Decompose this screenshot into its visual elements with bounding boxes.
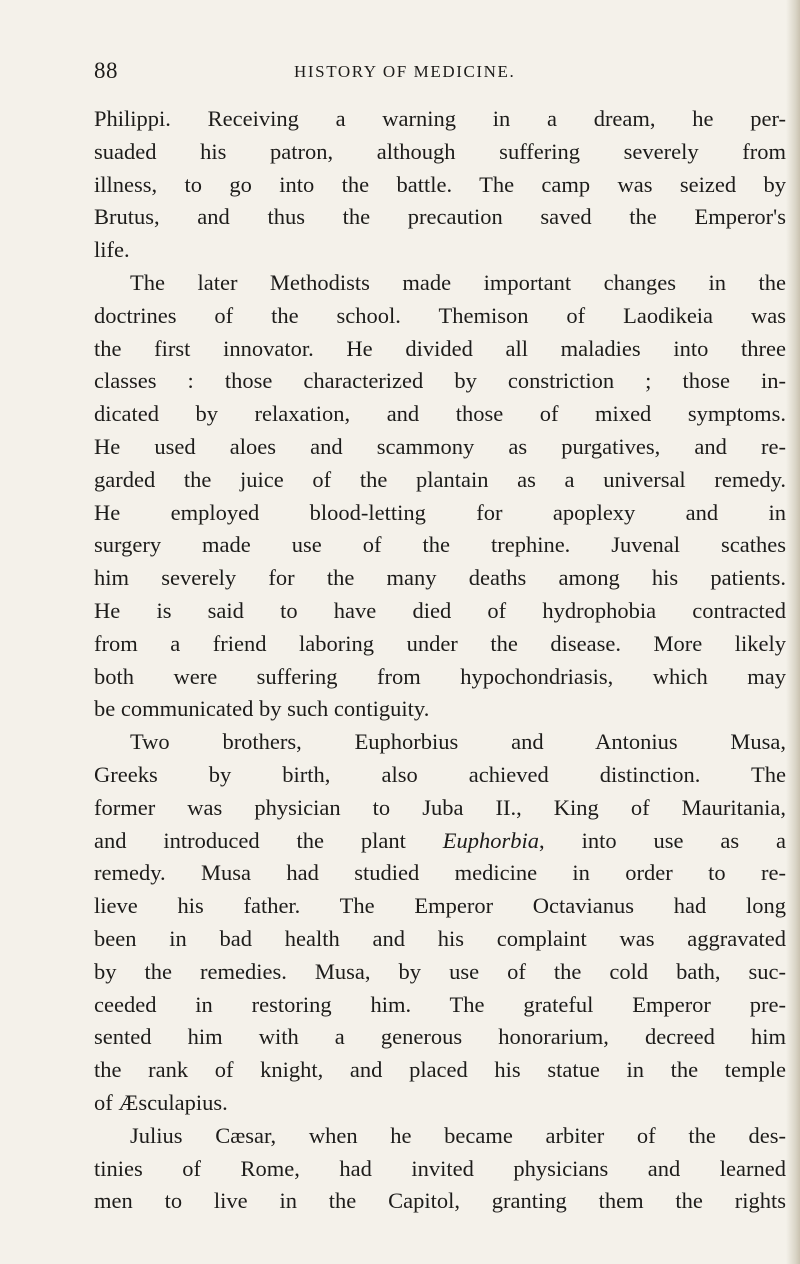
text-line: dicated by relaxation, and those of mixed symptoms.: [94, 401, 786, 427]
text-line: The later Methodists made important changes in the: [130, 269, 786, 295]
text-line: life.: [94, 237, 130, 263]
text-line: He used aloes and scammony as purgatives, and re-: [94, 433, 786, 459]
text-line: Two brothers, Euphorbius and Antonius Musa,: [130, 729, 786, 755]
text-line: Greeks by birth, also achieved distinction. The: [94, 761, 786, 787]
text-line: illness, to go into the battle. The camp was seized by: [94, 171, 786, 197]
running-head: [94, 58, 684, 88]
page-number: 88: [94, 58, 118, 83]
text-line: Julius Cæsar, when he became arbiter of the des-: [130, 1122, 786, 1148]
text-line: surgery made use of the trephine. Juvenal scathes: [94, 532, 786, 558]
text-line: by the remedies. Musa, by use of the cold bath, suc-: [94, 958, 786, 984]
text-line: tinies of Rome, had invited physicians and learned: [94, 1155, 786, 1181]
text-line: Philippi. Receiving a warning in a dream, he per-: [94, 106, 786, 131]
text-line: ceeded in restoring him. The grateful Emperor pre-: [94, 991, 786, 1017]
text-line: from a friend laboring under the disease. More likely: [94, 630, 786, 656]
text-line: suaded his patron, although suffering severely from: [94, 138, 786, 164]
text-line: remedy. Musa had studied medicine in order to re-: [94, 860, 786, 886]
text-line: classes : those characterized by constriction ; those in-: [94, 368, 786, 394]
text-line: sented him with a generous honorarium, decreed him: [94, 1024, 786, 1050]
page-edge-shadow: [786, 0, 800, 1264]
italic-term: Euphorbia: [442, 827, 540, 853]
text-line: the rank of knight, and placed his statue in the temple: [94, 1057, 786, 1083]
text-line: him severely for the many deaths among his patients.: [94, 565, 786, 591]
text-line: of Æsculapius.: [94, 1089, 228, 1115]
text-line: doctrines of the school. Themison of Laodikeia was: [94, 302, 786, 328]
text-line: garded the juice of the plantain as a universal remedy.: [94, 466, 786, 492]
text-line: be communicated by such contiguity.: [94, 696, 430, 722]
text-line: and introduced the plant Euphorbia, into use as a: [94, 827, 786, 853]
text-line: Brutus, and thus the precaution saved the Emperor's: [94, 204, 786, 230]
text-line: former was physician to Juba II., King of Mauritania,: [94, 794, 786, 820]
text-line: been in bad health and his complaint was aggravated: [94, 925, 786, 951]
text-line: He employed blood-letting for apoplexy and in: [94, 499, 786, 525]
running-title: HISTORY OF MEDICINE.: [294, 62, 516, 81]
text-line: men to live in the Capitol, granting them the rights: [94, 1188, 786, 1214]
text-line: He is said to have died of hydrophobia contracted: [94, 597, 786, 623]
text-line: both were suffering from hypochondriasis, which may: [94, 663, 786, 689]
text-line: the first innovator. He divided all maladies into three: [94, 335, 786, 361]
text-line: lieve his father. The Emperor Octavianus had long: [94, 893, 786, 919]
body-text: [94, 103, 786, 1218]
